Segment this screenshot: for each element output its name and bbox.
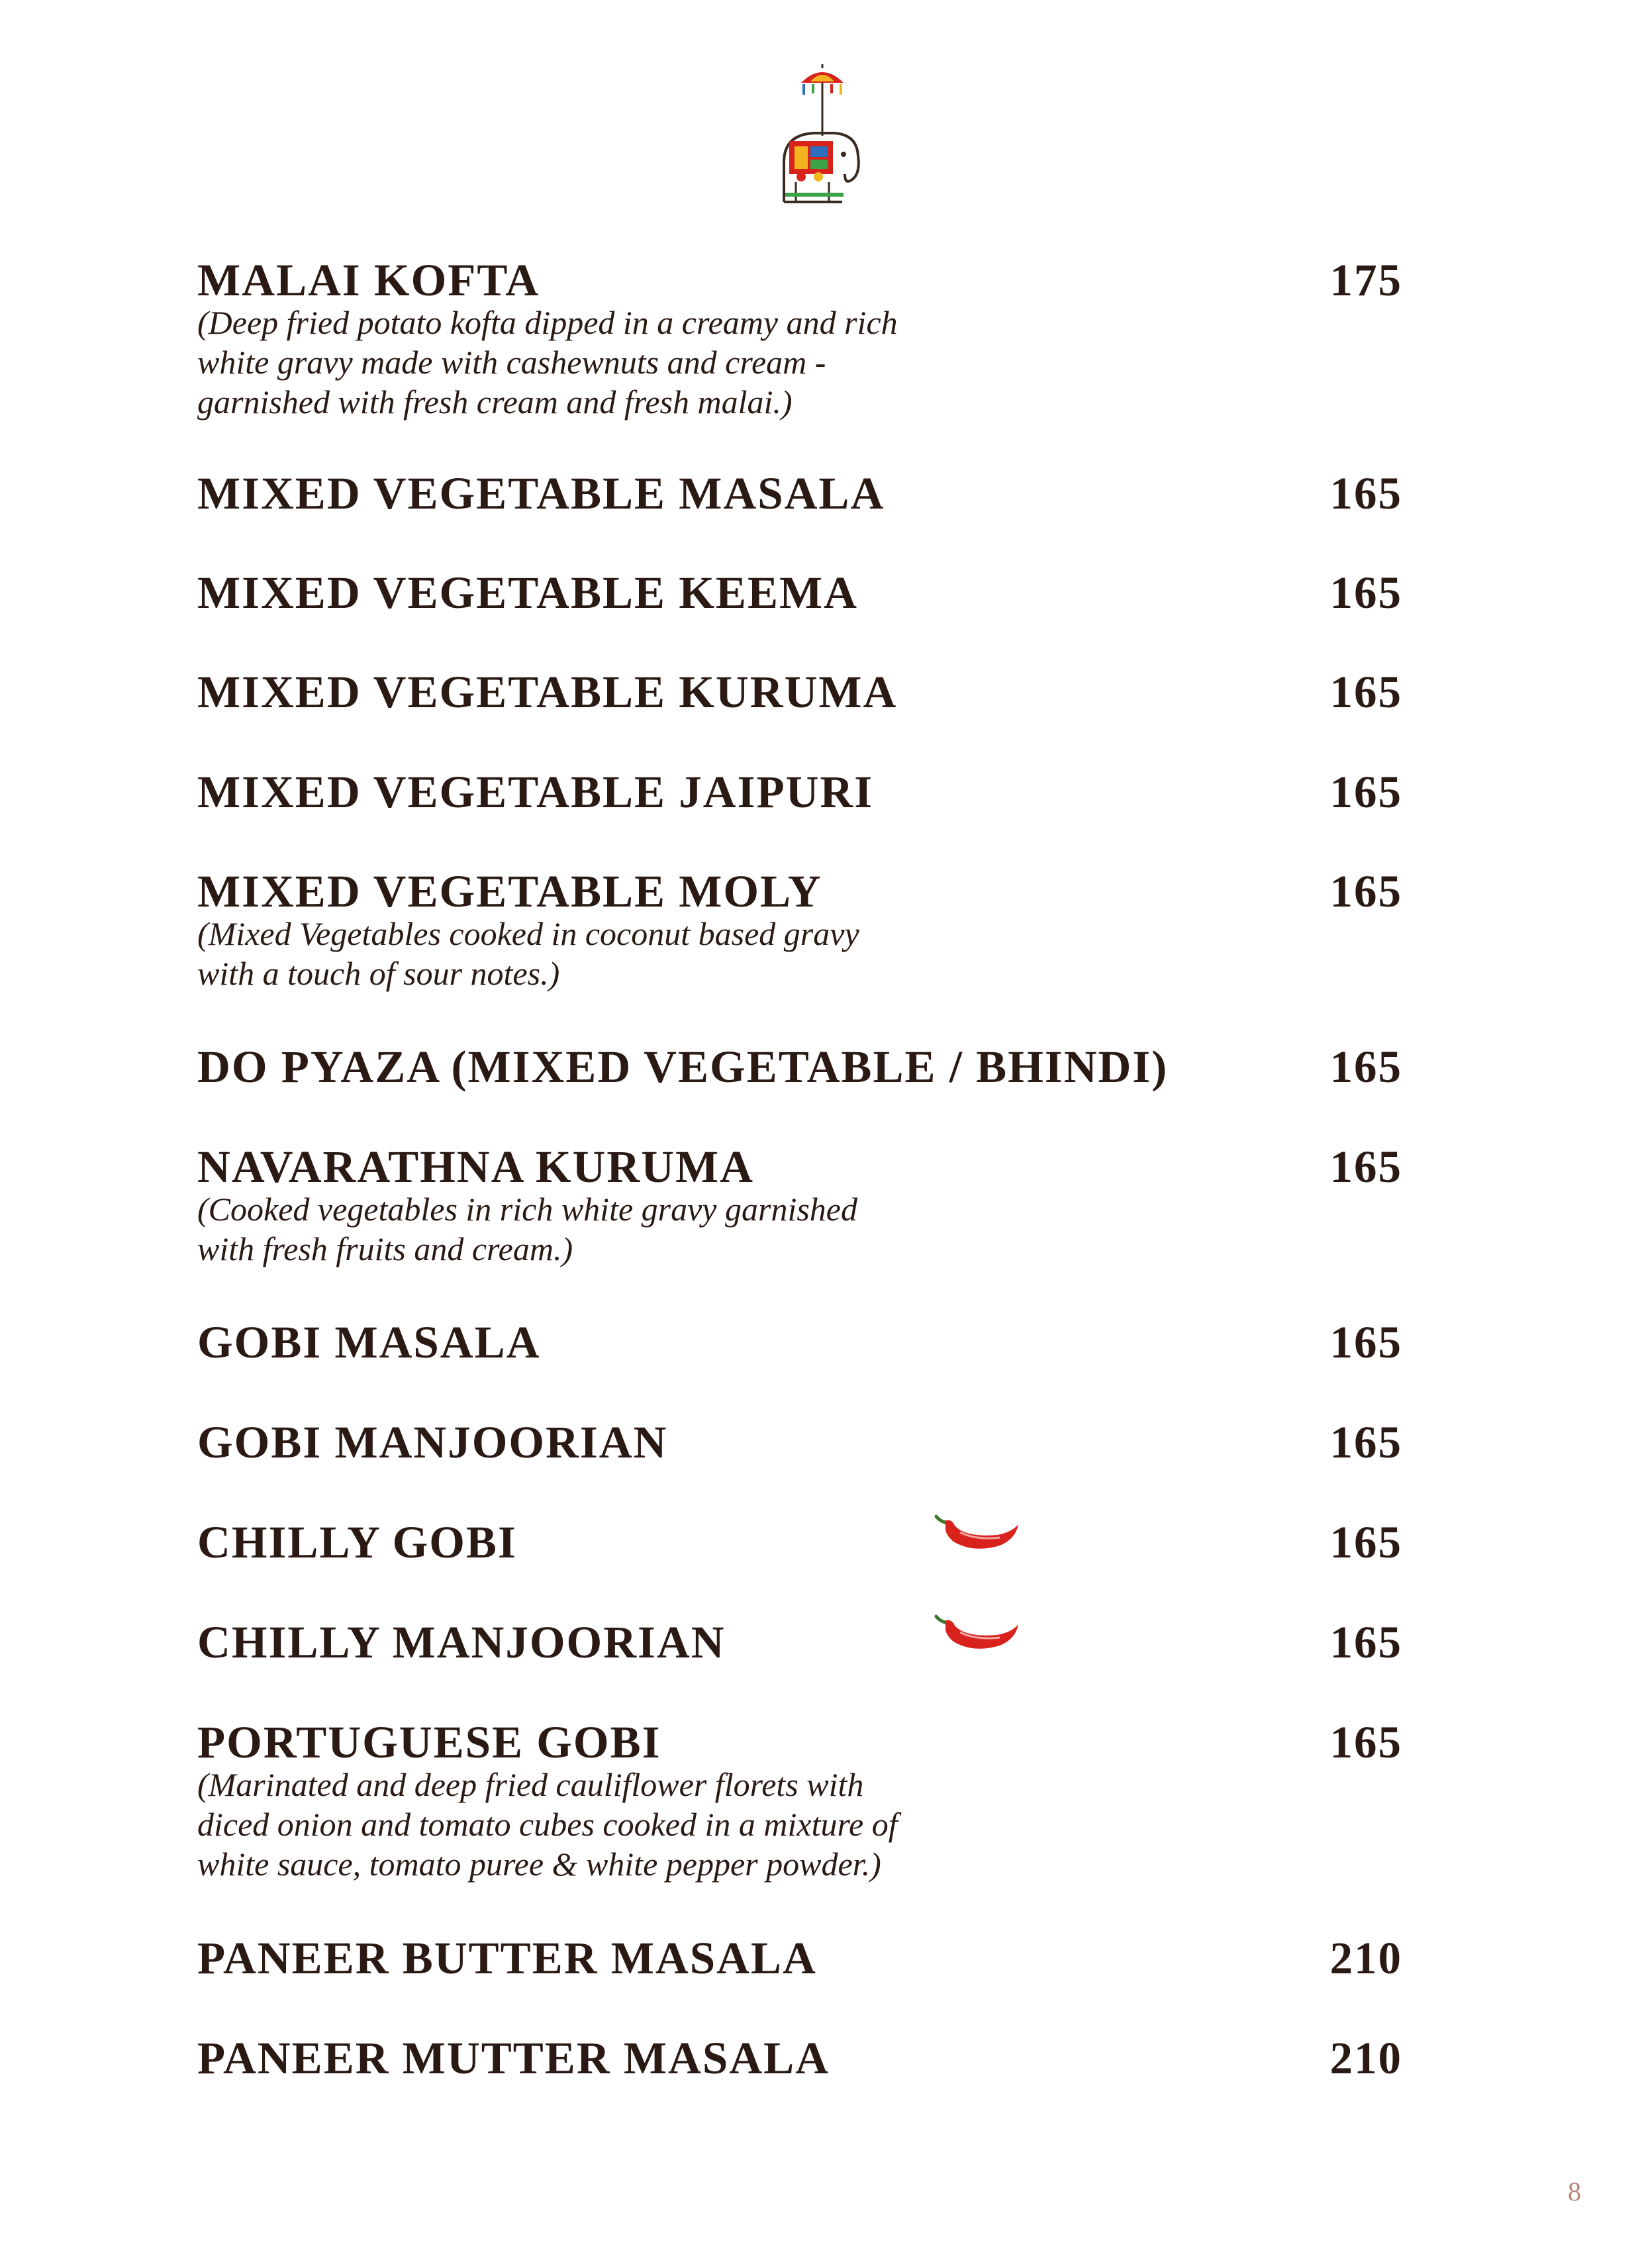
item-price: 165 [1329, 1617, 1402, 1667]
item-name: MALAI KOFTA [197, 255, 540, 305]
item-name: MIXED VEGETABLE MASALA [197, 468, 885, 518]
item-price: 165 [1329, 567, 1402, 618]
item-name: MIXED VEGETABLE KURUMA [197, 667, 898, 717]
item-price: 165 [1329, 1317, 1402, 1367]
item-price: 210 [1329, 1933, 1402, 1983]
red-chilli-icon [934, 1612, 1021, 1653]
item-description: (Marinated and deep fried cauliflower florets with diced onion and tomato cubes cooked in a mixture of white sauce, tomato puree & white pepper powder.) [197, 1766, 898, 1883]
item-price: 165 [1329, 1717, 1402, 1767]
item-name: PANEER MUTTER MASALA [197, 2033, 830, 2083]
item-price: 165 [1329, 468, 1402, 518]
item-description: (Cooked vegetables in rich white gravy garnished with fresh fruits and cream.) [197, 1191, 857, 1267]
item-name: PORTUGUESE GOBI [197, 1717, 661, 1767]
item-price: 165 [1329, 667, 1402, 717]
page-number: 8 [1568, 2177, 1581, 2206]
item-description: (Deep fried potato kofta dipped in a creamy and rich white gravy made with cashewnuts and cream - garnished with fresh cream and fresh malai.) [197, 304, 898, 420]
red-chilli-icon [934, 1512, 1021, 1553]
item-name: MIXED VEGETABLE KEEMA [197, 567, 858, 618]
item-description: (Mixed Vegetables cooked in coconut based gravy with a touch of sour notes.) [197, 915, 859, 992]
item-price: 165 [1329, 767, 1402, 817]
item-price: 165 [1329, 1142, 1402, 1192]
item-price: 165 [1329, 1517, 1402, 1567]
item-name: CHILLY MANJOORIAN [197, 1617, 726, 1667]
item-name: PANEER BUTTER MASALA [197, 1933, 817, 1983]
item-price: 165 [1329, 1417, 1402, 1467]
item-name: NAVARATHNA KURUMA [197, 1142, 754, 1192]
item-name: GOBI MASALA [197, 1317, 541, 1367]
item-price: 165 [1329, 866, 1402, 916]
item-price: 175 [1329, 255, 1402, 305]
item-name: GOBI MANJOORIAN [197, 1417, 668, 1467]
item-name: MIXED VEGETABLE MOLY [197, 866, 822, 916]
item-price: 165 [1329, 1042, 1402, 1092]
item-name: MIXED VEGETABLE JAIPURI [197, 767, 874, 817]
item-name: DO PYAZA (MIXED VEGETABLE / BHINDI) [197, 1042, 1169, 1092]
item-name: CHILLY GOBI [197, 1517, 517, 1567]
item-price: 210 [1329, 2033, 1402, 2083]
